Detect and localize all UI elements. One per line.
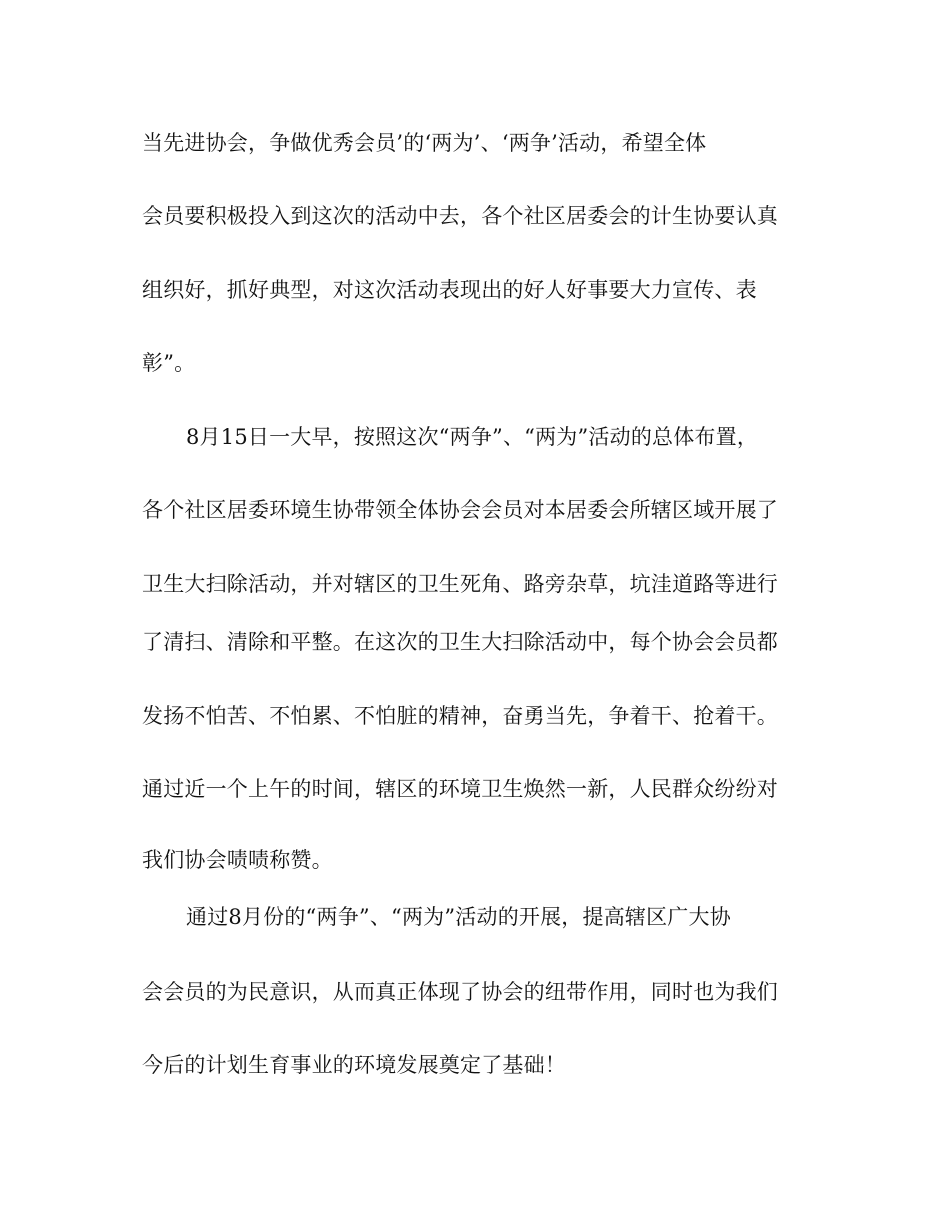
- text-line: 当先进协会，争做优秀会员’的‘两为’、‘两争’活动，希望全体: [142, 131, 707, 155]
- text-line: 我们协会啧啧称赞。: [142, 848, 333, 872]
- text-line: 组织好，抓好典型，对这次活动表现出的好人好事要大力宣传、表: [142, 278, 757, 302]
- text-line: 通过近一个上午的时间，辖区的环境卫生焕然一新，人民群众纷纷对: [142, 777, 778, 801]
- paragraph-start-line: 8月15日一大早，按照这次“两争”、“两为”活动的总体布置，: [186, 425, 759, 449]
- text-line: 彰”。: [142, 351, 196, 375]
- text-line: 会会员的为民意识，从而真正体现了协会的纽带作用，同时也为我们: [142, 980, 778, 1004]
- text-line: 了清扫、清除和平整。在这次的卫生大扫除活动中，每个协会会员都: [142, 630, 778, 654]
- text-line: 卫生大扫除活动，并对辖区的卫生死角、路旁杂草，坑洼道路等进行: [142, 572, 778, 596]
- text-line: 今后的计划生育事业的环境发展奠定了基础！: [142, 1053, 566, 1077]
- paragraph-start-line: 通过8月份的“两争”、“两为”活动的开展，提高辖区广大协: [186, 905, 731, 929]
- text-line: 各个社区居委环境生协带领全体协会会员对本居委会所辖区域开展了: [142, 498, 778, 522]
- text-line: 会员要积极投入到这次的活动中去，各个社区居委会的计生协要认真: [142, 204, 778, 228]
- text-line: 发扬不怕苦、不怕累、不怕脏的精神，奋勇当先，争着干、抢着干。: [142, 704, 778, 728]
